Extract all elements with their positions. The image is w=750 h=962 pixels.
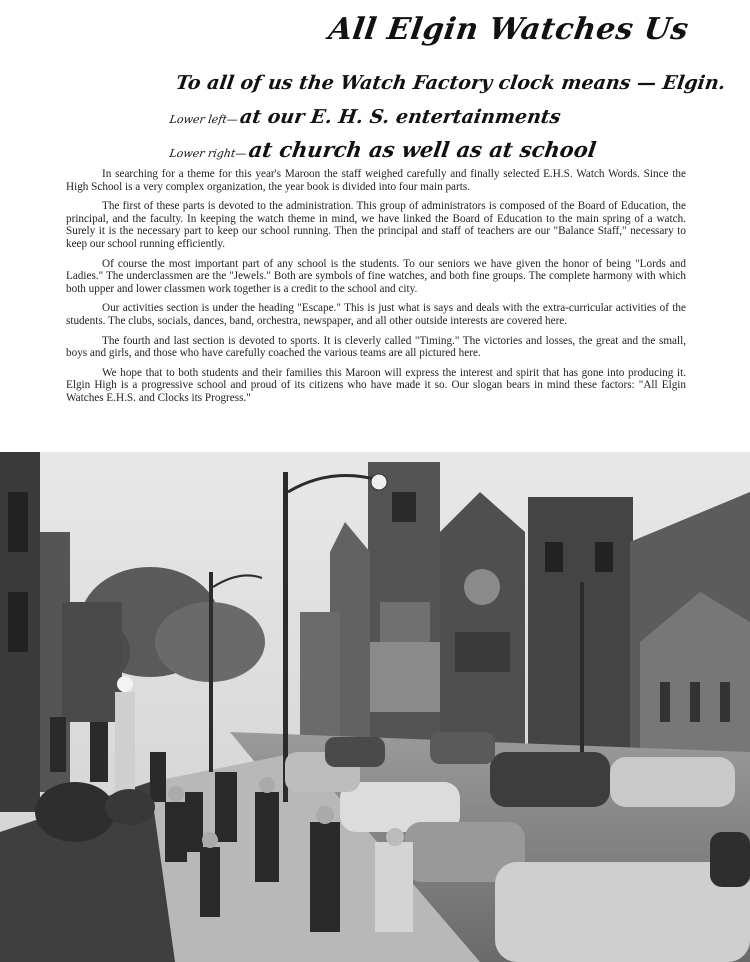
subtitle-line-3	[168, 137, 597, 162]
caption-prefix-lower-left: Lower left—	[168, 113, 239, 126]
paragraph-5: The fourth and last section is devoted to sports. It is cleverly called "Timing." The victories and losses, the great and the small, boys and girls, and those who have carefully coached the various teams are all pictured here.	[66, 334, 686, 360]
street-scene-illustration	[0, 452, 750, 962]
caption-lower-left: at our E. H. S. entertainments	[238, 106, 563, 128]
subtitle-line-1: To all of us the Watch Factory clock means — Elgin.	[174, 72, 727, 94]
subtitle-line-2	[168, 106, 562, 128]
paragraph-6: We hope that to both students and their families this Maroon will express the interest and spirit that has gone into producing it. Elgin High is a progressive school and proud of its citizens who have made it so. Our slogan bears in mind these factors: "All Elgin Watches E.H.S. and Clocks its Progress."	[66, 366, 686, 404]
caption-prefix-lower-right: Lower right—	[168, 147, 248, 160]
paragraph-4: Our activities section is under the heading "Escape." This is just what is says and deals with the extra-curricular activities of the students. The clubs, socials, dances, band, orchestra, newspaper, and all other outside interests are covered here.	[66, 302, 686, 327]
paragraph-3: Of course the most important part of any school is the students. To our seniors we have given the honor of being "Lords and Ladies." The underclassmen are the "Jewels." Both are symbols of fine watches, and both fine groups. The complete harmony with which both upper and lower classmen work together is a credit to the school and city.	[66, 257, 686, 295]
paragraph-1: In searching for a theme for this year's Maroon the staff weighed carefully and finally selected E.H.S. Watch Words. Since the High School is a very complex organization, the year book is divided into four main parts.	[66, 168, 686, 193]
body-text	[66, 168, 686, 412]
caption-lower-right: at church as well as at school	[247, 137, 598, 162]
paragraph-2: The first of these parts is devoted to the administration. This group of administrators is composed of the Board of Education, the principal, and the faculty. In keeping the watch theme in mind, we have linked the Board of Education to the main spring of a watch. Surely it is the necessary part to keep our school running. Then the principal and staff of teachers are our "Balance Staff," necessary to keep our school running efficiently.	[66, 200, 686, 250]
page-title: All Elgin Watches Us	[326, 12, 691, 47]
street-photo	[0, 452, 750, 962]
